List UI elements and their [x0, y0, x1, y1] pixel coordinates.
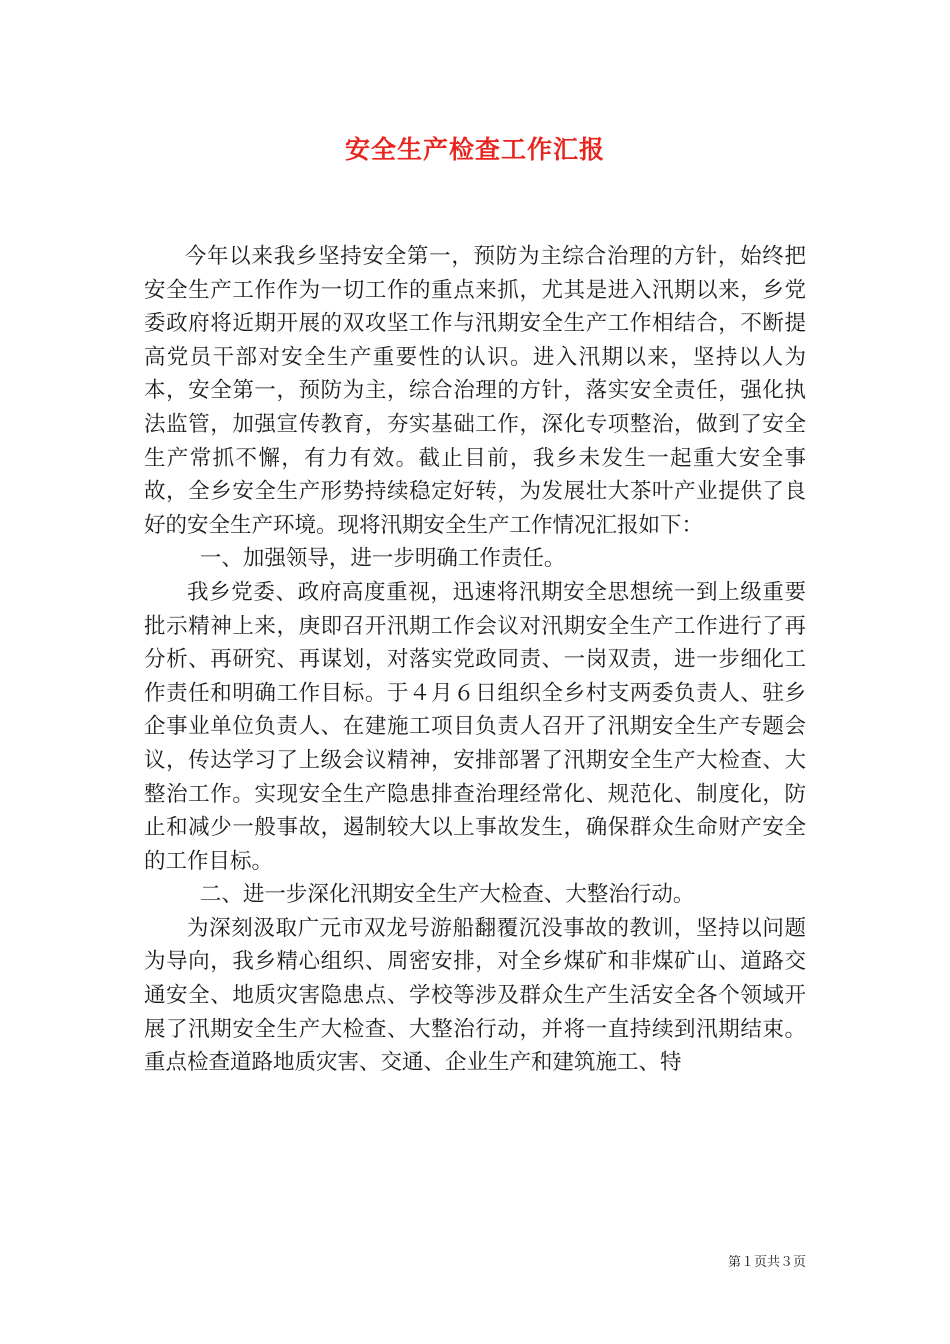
section-heading-2: 二、进一步深化汛期安全生产大检查、大整治行动。: [199, 882, 695, 908]
paragraph-section-2: 为深刻汲取广元市双龙号游船翻覆沉没事故的教训，坚持以问题为导向，我乡精心组织、周密安排，对全乡煤矿和非煤矿山、道路交通安全、地质灾害隐患点、学校等涉及群众生产生活安全各个领域开展了汛期安全生产大检查、大整治行动，并将一直持续到汛期结束。重点检查道路地质灾害、交通、企业生产和建筑施工、特: [144, 915, 806, 1076]
paragraph-section-1: 我乡党委、政府高度重视，迅速将汛期安全思想统一到上级重要批示精神上来，庚即召开汛期工作会议对汛期安全生产工作进行了再分析、再研究、再谋划，对落实党政同责、一岗双责，进一步细化工作责任和明确工作目标。于４月６日组织全乡村支两委负责人、驻乡企事业单位负责人、在建施工项目负责人召开了汛期安全生产专题会议，传达学习了上级会议精神，安排部署了汛期安全生产大检查、大整治工作。实现安全生产隐患排查治理经常化、规范化、制度化，防止和减少一般事故，遏制较大以上事故发生，确保群众生命财产安全的工作目标。: [144, 579, 806, 874]
section-heading-1: 一、加强领导，进一步明确工作责任。: [199, 546, 566, 572]
document-body: [144, 240, 806, 1080]
page-number-footer: 第１页共３页: [727, 1255, 806, 1270]
page-title: 安全生产检查工作汇报: [344, 135, 605, 164]
paragraph-intro: 今年以来我乡坚持安全第一，预防为主综合治理的方针，始终把安全生产工作作为一切工作的重点来抓，尤其是进入汛期以来，乡党委政府将近期开展的双攻坚工作与汛期安全生产工作相结合，不断提高党员干部对安全生产重要性的认识。进入汛期以来，坚持以人为本，安全第一，预防为主，综合治理的方针，落实安全责任，强化执法监管，加强宣传教育，夯实基础工作，深化专项整治，做到了安全生产常抓不懈，有力有效。截止目前，我乡未发生一起重大安全事故，全乡安全生产形势持续稳定好转，为发展壮大茶叶产业提供了良好的安全生产环境。现将汛期安全生产工作情况汇报如下：: [144, 244, 806, 538]
